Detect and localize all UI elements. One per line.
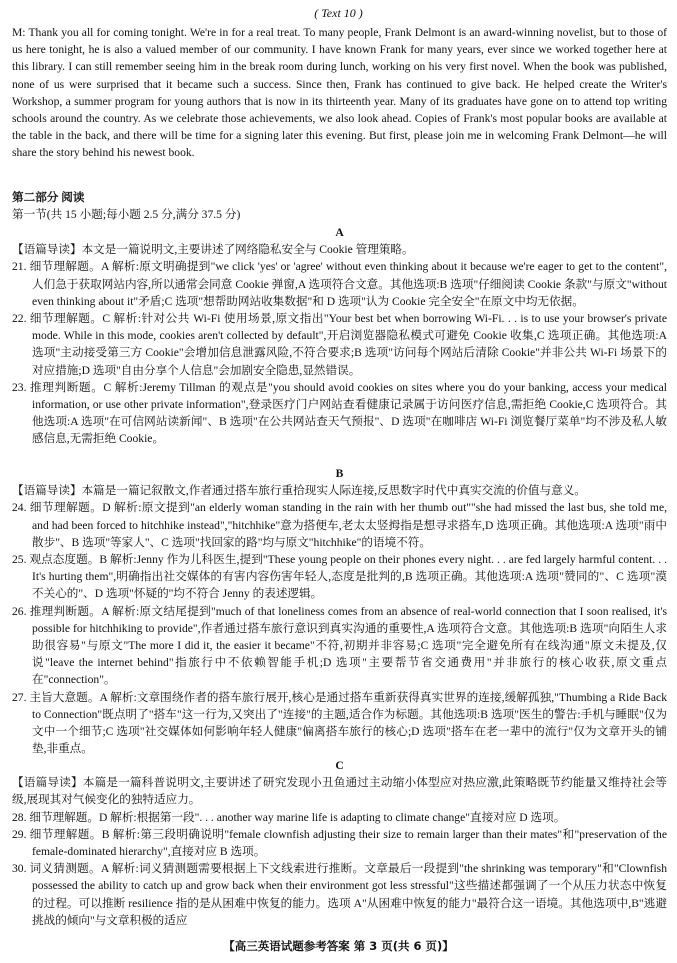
passage-a — [12, 224, 667, 448]
passage-c — [12, 757, 667, 929]
passage-b-guide: 【语篇导读】本篇是一篇记叙散文,作者通过搭车旅行重拾现实人际连接,反思数字时代中真实交流的价值与意义。 — [12, 484, 586, 498]
answer-21: 21. 细节理解题。A 解析:原文明确提到"we click 'yes' or 'agree' without even thinking about it because we're eager to get to the content",人们急于获取网站内容,所以通常会同意 Cookie 弹窗,A 选项符合文意。其他选项:B 选项"仔细阅读 Cookie 条款"与原文"without even thinking about it"矛盾;C 选项"想帮助网站收集数据"和 D 选项"认为 Cookie 完全安全"在原文中均无依据。 — [12, 260, 667, 308]
answer-27: 27. 主旨大意题。A 解析:文章围绕作者的搭车旅行展开,核心是通过搭车重新获得真实世界的连接,缓解孤独,"Thumbing a Ride Back to Connection"既点明了"搭车"这一行为,又突出了"连接"的主题,适合作为标题。其他选项:B 选项"医生的警告:手机与睡眠"仅为文中一个细节;C 选项"社交媒体如何影响年轻人健康"偏离搭车旅行的核心;D 选项"搭车在老一辈中的流行"仅为文章开头的铺垫,非重点。 — [12, 690, 667, 756]
passage-a-guide: 【语篇导读】本文是一篇说明文,主要讲述了网络隐私安全与 Cookie 管理策略。 — [12, 243, 414, 257]
answer-25: 25. 观点态度题。B 解析:Jenny 作为儿科医生,提到"These young people on their phones every night. . . are fed largely harmful content. . . It's hurting them",明确指出社交媒体的有害内容伤害年轻人,态度是批判的,B 选项正确。其他选项:A 选项"赞同的"、C 选项"漠不关心的"、D 选项"怀疑的"均不符合 Jenny 的表述逻辑。 — [12, 553, 667, 601]
passage-letter-a: A — [335, 226, 344, 239]
monologue-text: M: Thank you all for coming tonight. We're in for a real treat. To many people, Frank Delmont is an award-winning novelist, but to those of us here tonight, he is also a valued member of our community. I have known Frank for many years, ever since we worked together here at this library. I can still remember seeing him in the break room during lunch, working on his very first novel. When the book was published, none of us were surprised that it became such a success. Since then, Frank has continued to give back. He helped create the Writer's Workshop, a summer program for young authors that is now in its thirteenth year. Many of its graduates have gone on to attend top writing schools around the country. As we celebrate those achievements, we also look ahead. Copies of Frank's most popular books are available at the table in the back, and there will be time for a signing later this evening. But first, please join me in welcoming Frank Delmont—he will share the story behind his newest book. — [12, 26, 667, 160]
answer-29: 29. 细节理解题。B 解析:第三段明确说明"female clownfish adjusting their size to remain larger than their mates"和"preservation of the female-dominated hierarchy",直接对应 B 选项。 — [12, 827, 667, 859]
listening-transcript — [12, 24, 667, 162]
answer-22: 22. 细节理解题。C 解析:针对公共 Wi-Fi 使用场景,原文指出"Your best bet when borrowing Wi-Fi. . . is to use your browser's private mode. While in this mode, cookies aren't collected by default",开启浏览器隐私模式可避免 Cookie 收集,C 选项正确。其他选项:A 选项"主动接受第三方 Cookie"会增加信息泄露风险,不符合要求;B 选项"访问每个网站后清除 Cookie"并非公共 Wi-Fi 场景下的对应措施;D 选项"自由分享个人信息"会加剧安全隐患,显然错误。 — [12, 312, 667, 377]
passage-b — [12, 465, 667, 757]
section-info: 第一节(共 15 小题;每小题 2.5 分,满分 37.5 分) — [12, 208, 241, 222]
passage-letter-c: C — [335, 759, 344, 772]
part2-heading: 第二部分 阅读 — [12, 191, 85, 204]
passage-letter-b: B — [335, 467, 344, 480]
passage-c-guide: 【语篇导读】本篇是一篇科普说明文,主要讲述了研究发现小丑鱼通过主动缩小体型应对热应激,此策略既节约能量又维持社会等级,展现其对气候变化的独特适应力。 — [12, 776, 667, 807]
answer-26: 26. 推理判断题。A 解析:原文结尾提到"much of that loneliness comes from an absence of real-world connection that I soon realised, it's possible for hitchhiking to provide",作者通过搭车旅行意识到真实沟通的重要性,A 选项符合文意。其他选项:B 选项"向陌生人求助很容易"与原文"The more I did it, the easier it became"不符,初期并非容易;C 选项"完全避免所有在线沟通"原文未提及,仅说"leave the internet behind"指旅行中不依赖智能手机;D 选项"主要帮节省交通费用"并非旅行的核心收获,原文重点在"connection"。 — [12, 604, 667, 687]
reading-section-header — [12, 189, 667, 223]
answer-28: 28. 细节理解题。D 解析:根据第一段". . . another way marine life is adapting to climate change"直接对应 D 选项。 — [12, 810, 566, 824]
answer-30: 30. 词义猜测题。A 解析:词义猜测题需要根据上下文线索进行推断。文章最后一段提到"the shrinking was temporary"和"Clownfish possessed the ability to catch up and grow back when their environment got less stressful"这些描述都强调了一个从压力状态中恢复的过程。可以推断 resilience 指的是从困难中恢复的能力。选项 A"从困难中恢复的能力"最符合这一语境。其他选项中,B"逃避挑战的倾向"与文章积极的适应 — [12, 862, 667, 927]
page-footer: 【高三英语试题参考答案 第 3 页(共 6 页)】 — [223, 939, 454, 953]
text-10-title: ( Text 10 ) — [314, 6, 363, 20]
answer-24: 24. 细节理解题。D 解析:原文提到"an elderly woman standing in the rain with her thumb out""she had missed the last bus, she told me, and had been forced to hitchhike instead","hitchhike"意为搭便车,老太太竖拇指是想寻求搭车,D 选项正确。其他选项:A 选项"雨中散步"、B 选项"等家人"、C 选项"找回家的路"均与原文"hitchhike"的语境不符。 — [12, 501, 667, 549]
answer-23: 23. 推理判断题。C 解析:Jeremy Tillman 的观点是"you should avoid cookies on sites where you do your banking, access your medical information, or use other private information",登录医疗门户网站查看健康记录属于访问医疗信息,需拒绝 Cookie,C 选项符合。其他选项:A 选项"在可信网站读新闻"、B 选项"在公共网站查天气预报"、D 选项"在咖啡店 Wi-Fi 浏览餐厅菜单"均不涉及私人敏感信息,无需拒绝 Cookie。 — [12, 380, 667, 446]
